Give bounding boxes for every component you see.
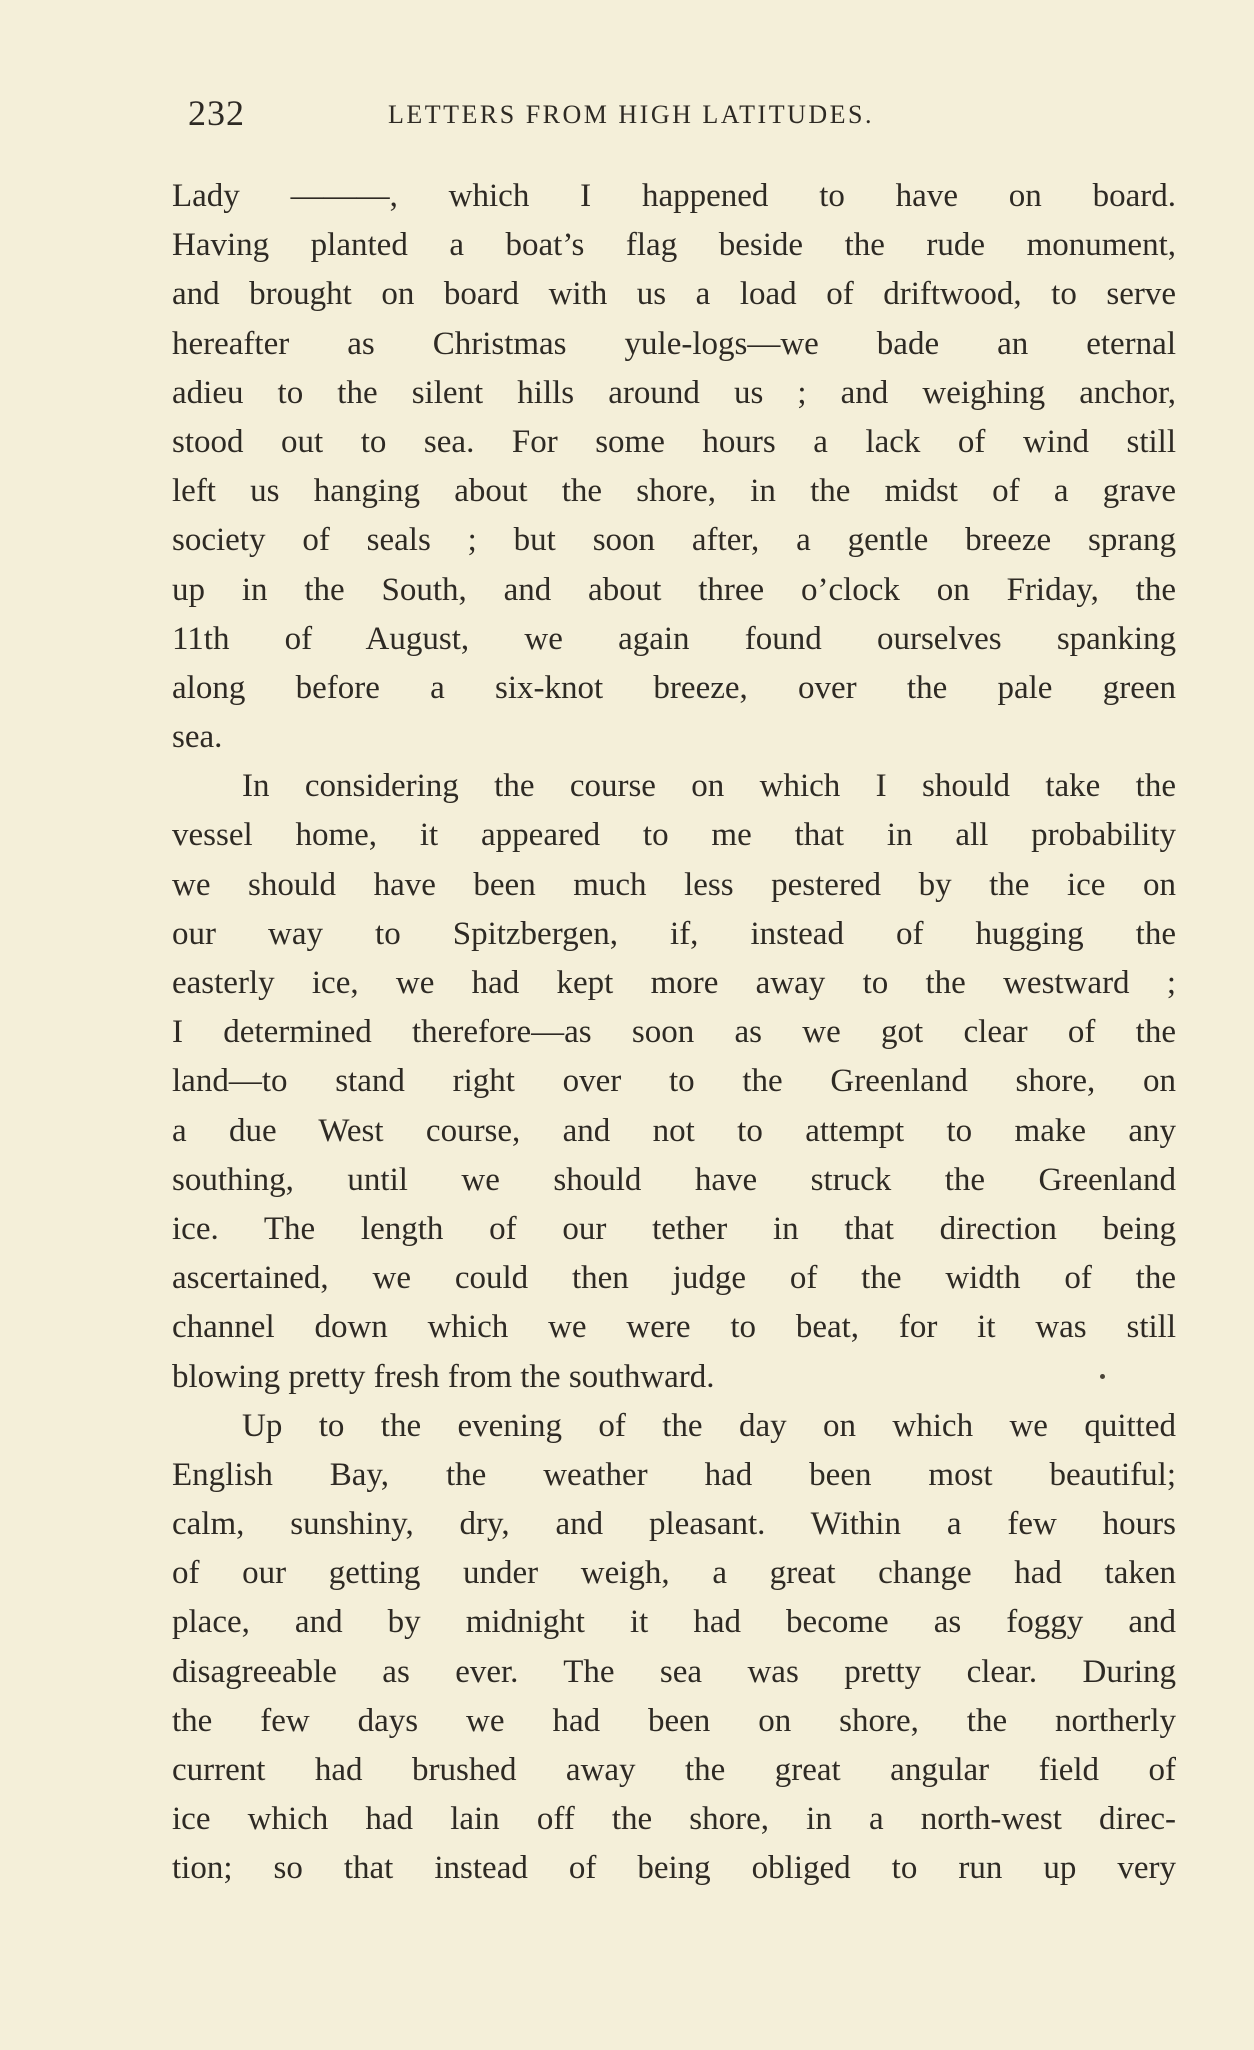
text-line: blowing pretty fresh from the southward. [172,1358,715,1395]
text-line: up in the South, and about three o’clock on Friday, the [172,571,1176,608]
page-header [188,92,1188,142]
text-line: calm, sunshiny, dry, and pleasant. Within a few hours [172,1506,1176,1543]
text-line: place, and by midnight it had become as foggy and [172,1604,1176,1641]
text-line: channel down which we were to beat, for it was still [172,1309,1176,1346]
text-line: a due West course, and not to attempt to make any [172,1112,1176,1149]
text-line: along before a six-knot breeze, over the pale green [172,669,1176,706]
text-line: Up to the evening of the day on which we quitted [242,1407,1176,1444]
text-line: and brought on board with us a load of driftwood, to serve [172,276,1176,313]
text-line: ascertained, we could then judge of the width of the [172,1260,1176,1297]
text-line: adieu to the silent hills around us ; and weighing anchor, [172,374,1176,411]
text-line: tion; so that instead of being obliged to run up very [172,1850,1176,1887]
text-line: ice which had lain off the shore, in a north-west direc- [172,1801,1176,1838]
text-line: 11th of August, we again found ourselves spanking [172,620,1176,657]
text-line: ice. The length of our tether in that direction being [172,1210,1176,1247]
text-line: we should have been much less pestered by the ice on [172,866,1176,903]
text-line: Having planted a boat’s flag beside the rude monument, [172,227,1176,264]
ink-speck [1100,1374,1105,1379]
text-line: southing, until we should have struck the Greenland [172,1161,1176,1198]
text-line: left us hanging about the shore, in the midst of a grave [172,473,1176,510]
text-line: stood out to sea. For some hours a lack of wind still [172,423,1176,460]
text-line: society of seals ; but soon after, a gentle breeze sprang [172,522,1176,559]
text-line: In considering the course on which I should take the [242,768,1176,805]
text-line: easterly ice, we had kept more away to the westward ; [172,965,1176,1001]
text-line: I determined therefore—as soon as we got clear of the [172,1014,1176,1051]
text-line: English Bay, the weather had been most beautiful; [172,1456,1176,1493]
text-line: hereafter as Christmas yule-logs—we bade an eternal [172,325,1176,362]
text-line: Lady ———, which I happened to have on board. [172,178,1176,214]
text-line: disagreeable as ever. The sea was pretty clear. During [172,1653,1176,1690]
page-number: 232 [188,93,245,133]
text-line: current had brushed away the great angular field of [172,1752,1176,1788]
text-line: the few days we had been on shore, the northerly [172,1702,1176,1739]
running-head: LETTERS FROM HIGH LATITUDES. [388,100,874,129]
text-line: land—to stand right over to the Greenland shore, on [172,1063,1176,1100]
text-line: our way to Spitzbergen, if, instead of hugging the [172,915,1176,952]
text-line: of our getting under weigh, a great change had taken [172,1555,1176,1592]
text-line: vessel home, it appeared to me that in all probability [172,817,1176,854]
text-line: sea. [172,719,223,756]
body-text [172,172,1176,1894]
